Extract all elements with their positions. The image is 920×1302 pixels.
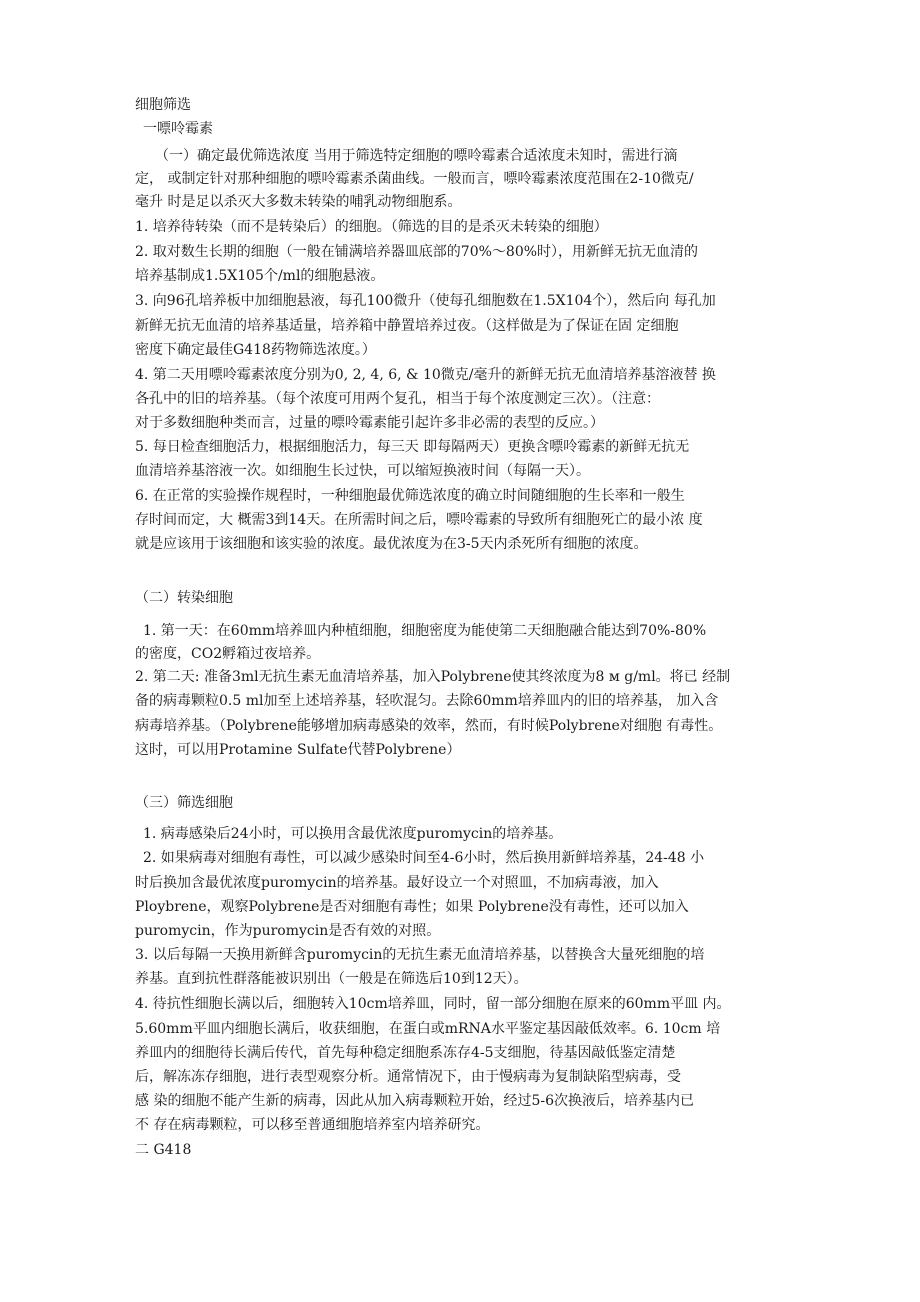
paragraph-line: 1. 培养待转染（而不是转染后）的细胞。（筛选的目的是杀灭未转染的细胞）	[135, 219, 608, 235]
paragraph-line: 1. 第一天：在60mm培养皿内种植细胞，细胞密度为能使第二天细胞融合能达到70%-80%	[143, 623, 707, 639]
paragraph-line: 5.60mm平皿内细胞长满后，收获细胞，在蛋白或mRNA水平鉴定基因敲低效率。6. 10cm 培	[135, 1021, 721, 1037]
paragraph-line: 养基。直到抗性群落能被识别出（一般是在筛选后10到12天）。	[135, 971, 528, 987]
paragraph-line: 就是应该用于该细胞和该实验的浓度。最优浓度为在3-5天内杀死所有细胞的浓度。	[135, 536, 648, 552]
paragraph-line: 存时间而定，大 概需3到14天。在所需时间之后，嘌呤霉素的导致所有细胞死亡的最小浓 度	[135, 512, 703, 528]
paragraph-line: 后，解冻冻存细胞，进行表型观察分析。通常情况下，由于慢病毒为复制缺陷型病毒，受	[135, 1069, 681, 1085]
paragraph-line: 密度下确定最佳G418药物筛选浓度。）	[135, 342, 376, 358]
paragraph-line: 3. 向96孔培养板中加细胞悬液，每孔100微升（使每孔细胞数在1.5X104个），然后向 每孔加	[135, 293, 716, 309]
paragraph-line: 各孔中的旧的培养基。（每个浓度可用两个复孔，相当于每个浓度测定三次）。（注意：	[135, 391, 660, 407]
paragraph-line: 培养基制成1.5X105个/ml的细胞悬液。	[135, 268, 385, 284]
paragraph-line: 养皿内的细胞待长满后传代，首先每种稳定细胞系冻存4-5支细胞，待基因敲低鉴定清楚	[135, 1045, 676, 1061]
paragraph-line: 新鲜无抗无血清的培养基适量，培养箱中静置培养过夜。（这样做是为了保证在固 定细胞	[135, 318, 679, 334]
paragraph-line: 血清培养基溶液一次。如细胞生长过快，可以缩短换液时间（每隔一天）。	[135, 463, 590, 479]
paragraph-line: 时后换加含最优浓度puromycin的培养基。最好设立一个对照皿，不加病毒液，加入	[135, 875, 659, 891]
paragraph-line: 这时，可以用Protamine Sulfate代替Polybrene）	[135, 742, 461, 758]
paragraph-line: 3. 以后每隔一天换用新鲜含puromycin的无抗生素无血清培养基，以替换含大量死细胞的培	[135, 947, 705, 963]
paragraph-line: 1. 病毒感染后24小时，可以换用含最优浓度puromycin的培养基。	[143, 826, 563, 842]
paragraph-line: 6. 在正常的实验操作规程时，一种细胞最优筛选浓度的确立时间随细胞的生长率和一般生	[135, 488, 685, 504]
paragraph-line: 的密度，CO2孵箱过夜培养。	[135, 646, 321, 662]
paragraph-line: 2. 如果病毒对细胞有毒性，可以减少感染时间至4-6小时，然后换用新鲜培养基，24-48 小	[143, 850, 705, 866]
paragraph-line: 定， 或制定针对那种细胞的嘌呤霉素杀菌曲线。一般而言，嘌呤霉素浓度范围在2-10微克/	[135, 171, 694, 187]
paragraph-line: 4. 第二天用嘌呤霉素浓度分别为0, 2, 4, 6, & 10微克/毫升的新鲜无抗无血清培养基溶液替 换	[135, 367, 716, 383]
paragraph-line: 4. 待抗性细胞长满以后，细胞转入10cm培养皿，同时，留一部分细胞在原来的60mm平皿 内。	[135, 996, 731, 1012]
paragraph-line: Ploybrene，观察Polybrene是否对细胞有毒性；如果 Polybrene没有毒性，还可以加入	[135, 899, 689, 915]
paragraph-line: 毫升 时是足以杀灭大多数未转染的哺乳动物细胞系。	[135, 194, 462, 210]
paragraph-line: 感 染的细胞不能产生新的病毒，因此从加入病毒颗粒开始，经过5-6次换液后，培养基内已	[135, 1093, 694, 1109]
paragraph-line: 2. 第二天: 准备3ml无抗生素无血清培养基，加入Polybrene使其终浓度为8 ᴍ g/ml。将已 经制	[135, 669, 731, 685]
paragraph-line: 不 存在病毒颗粒，可以移至普通细胞培养室内培养研究。	[135, 1117, 490, 1133]
document-title: 细胞筛选	[135, 97, 191, 113]
paragraph-line: 备的病毒颗粒0.5 ml加至上述培养基，轻吹混匀。去除60mm培养皿内的旧的培养基， 加入含	[135, 693, 719, 709]
section-heading-g418: 二 G418	[135, 1142, 192, 1158]
section-heading-puromycin: 一嘌呤霉素	[143, 121, 213, 137]
paragraph-line: 对于多数细胞种类而言，过量的嘌呤霉素能引起许多非必需的表型的反应。）	[135, 415, 604, 431]
paragraph-line: 5. 每日检查细胞活力，根据细胞活力，每三天 即每隔两天）更换含嘌呤霉素的新鲜无抗无	[135, 439, 690, 455]
subsection-heading-transfection: （二）转染细胞	[135, 590, 233, 606]
paragraph-line: 病毒培养基。（Polybrene能够增加病毒感染的效率，然而，有时候Polybrene对细胞 有毒性。	[135, 718, 723, 734]
paragraph-line: puromycin，作为puromycin是否有效的对照。	[135, 923, 441, 939]
subsection-heading-selection: （三）筛选细胞	[135, 795, 233, 811]
paragraph-line: （一）确定最优筛选浓度 当用于筛选特定细胞的嘌呤霉素合适浓度未知时，需进行滴	[155, 148, 678, 164]
paragraph-line: 2. 取对数生长期的细胞（一般在铺满培养器皿底部的70%〜80%时），用新鲜无抗无血清的	[135, 244, 699, 260]
